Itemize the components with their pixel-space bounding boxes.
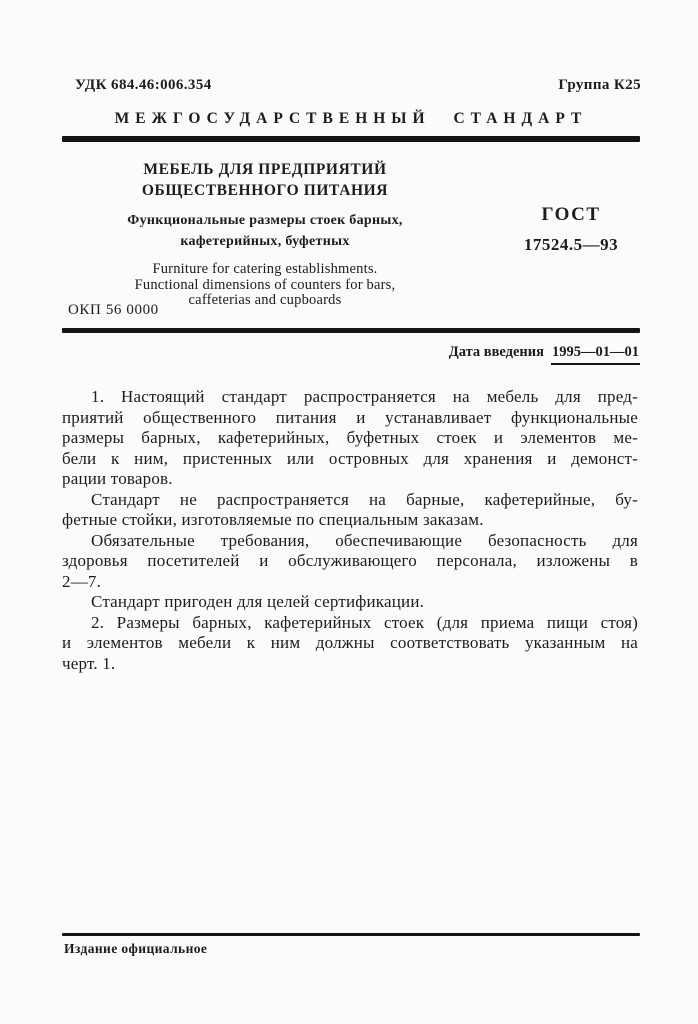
official-edition-note: Издание официальное: [64, 941, 208, 956]
udk-code: УДК 684.46:006.354: [75, 77, 212, 93]
text-line: 1. Настоящий стандарт распространяется на мебель для пред-: [91, 387, 638, 406]
paragraph: [62, 531, 638, 593]
title-en-line: caffeterias and cupboards: [188, 292, 342, 308]
horizontal-rule-middle: [62, 328, 640, 333]
text-line: Обязательные требования, обеспечивающие безопасность для: [91, 530, 638, 550]
title-ru-line: ОБЩЕСТВЕННОГО ПИТАНИЯ: [141, 182, 389, 199]
title-block: [85, 159, 445, 309]
text-line: Стандарт не распространяется на барные, кафетерийные, бу-: [91, 489, 638, 509]
text-line: здоровья посетителей и обслуживающего персонала, изложены в: [62, 551, 638, 570]
paragraph: [62, 387, 638, 490]
okp-code: ОКП 56 0000: [68, 302, 159, 318]
title-ru: [85, 159, 445, 201]
text-line: Стандарт пригоден для целей сертификации.: [91, 592, 425, 611]
subtitle-ru-line: Функциональные размеры стоек барных,: [127, 213, 403, 228]
header-row: [75, 77, 641, 94]
paragraph: [62, 490, 638, 531]
subtitle-ru-line: кафетерийных, буфетных: [180, 234, 350, 249]
introduction-date: [449, 344, 640, 365]
text-line: фетные стойки, изготовляемые по специальным заказам.: [62, 510, 484, 529]
text-line: приятий общественного питания и устанавливает функциональные: [62, 407, 638, 427]
text-line: размеры барных, кафетерийных, буфетных стоек и элементов ме-: [62, 428, 638, 447]
text-line: 2. Размеры барных, кафетерийных стоек (для приема пищи стоя): [91, 612, 638, 632]
paragraph: [62, 592, 638, 613]
text-line: черт. 1.: [62, 653, 116, 673]
horizontal-rule-top: [62, 136, 640, 142]
text-line: и элементов мебели к ним должны соответствовать указанным на: [62, 633, 638, 652]
text-line: 2—7.: [62, 571, 102, 591]
body-text: [62, 387, 638, 674]
subtitle-ru: [85, 210, 445, 252]
group-code: Группа К25: [558, 77, 641, 93]
title-en-line: Furniture for catering establishments.: [152, 261, 378, 277]
gost-number: 17524.5—93: [523, 235, 619, 254]
title-en-line: Functional dimensions of counters for bars,: [134, 276, 396, 293]
title-ru-line: МЕБЕЛЬ ДЛЯ ПРЕДПРИЯТИЙ: [143, 161, 387, 178]
introduction-date-prefix: Дата введения: [448, 344, 544, 360]
horizontal-rule-bottom: [62, 933, 640, 936]
gost-label: ГОСТ: [541, 204, 601, 225]
text-line: рации товаров.: [62, 469, 173, 488]
standard-type-heading: МЕЖГОСУДАРСТВЕННЫЙ СТАНДАРТ: [114, 110, 588, 127]
paragraph: [62, 613, 638, 675]
text-line: бели к ним, пристенных или островных для хранения и демонст-: [62, 448, 638, 468]
gost-designation: [502, 204, 640, 255]
introduction-date-value: 1995—01—01: [551, 344, 640, 365]
